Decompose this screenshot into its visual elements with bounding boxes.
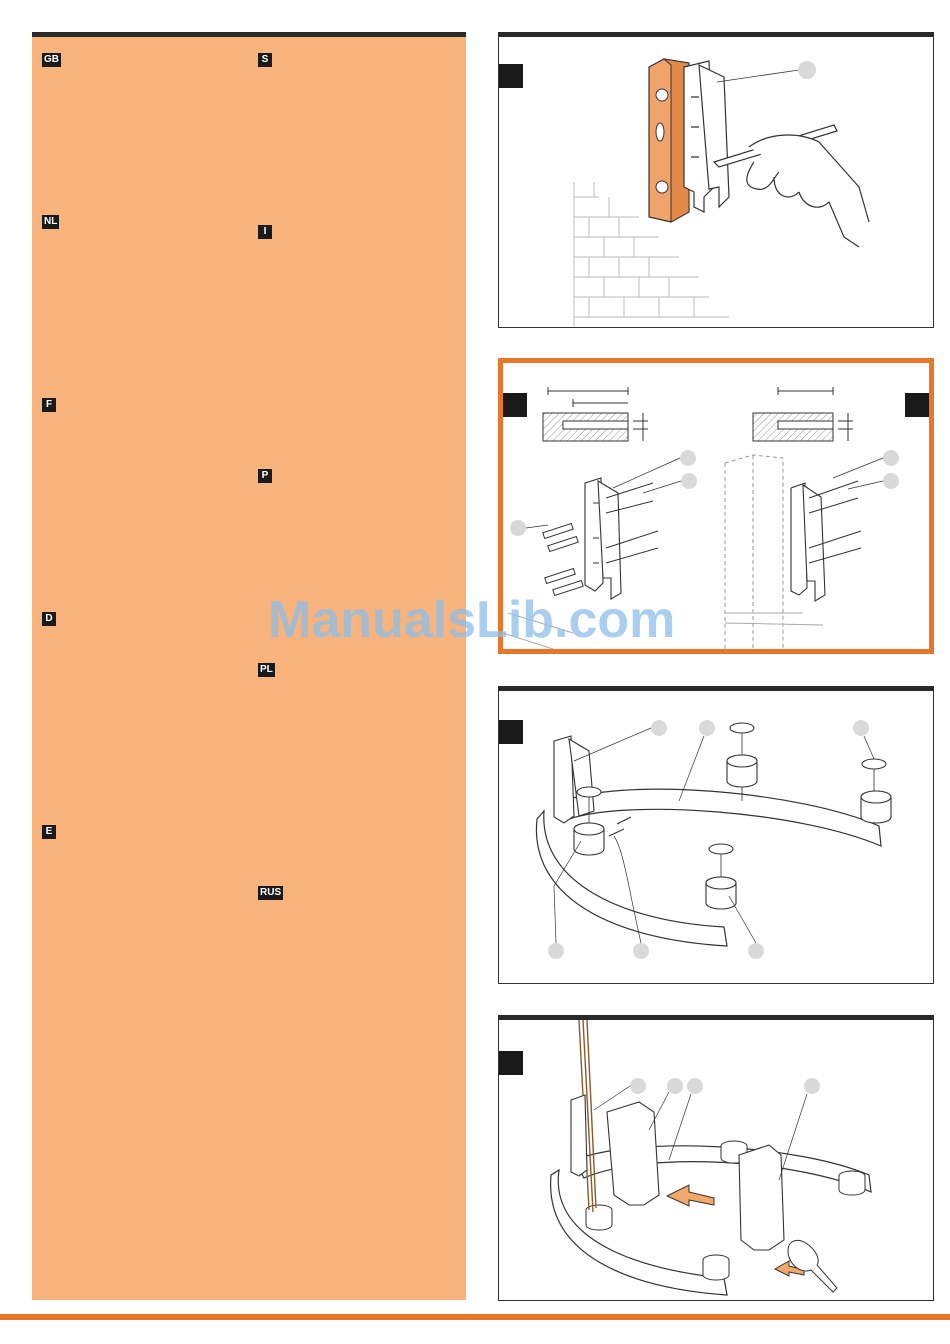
drywall-column — [725, 455, 783, 649]
cover-panels — [607, 1102, 784, 1250]
callout-circle — [798, 61, 816, 79]
callouts-fig4 — [630, 1078, 820, 1094]
hand-with-pencil — [714, 125, 869, 247]
lang-badge-nl: NL — [44, 216, 58, 227]
figure-3-feet — [498, 686, 934, 984]
feet-illustration — [499, 691, 933, 983]
bracket-fig3 — [554, 736, 594, 823]
callout-lines-fig2 — [526, 458, 883, 528]
lang-badge-p: P — [258, 469, 272, 483]
lang-badge-f: F — [42, 398, 56, 412]
marking-illustration — [499, 37, 933, 327]
screws-fig3 — [609, 817, 631, 836]
bottom-accent-bar — [0, 1314, 950, 1320]
covers-illustration — [499, 1020, 933, 1300]
language-panel — [32, 32, 466, 1300]
tool-icon — [788, 1240, 837, 1292]
lang-badge-pl: PL — [260, 664, 273, 675]
wall-bracket — [684, 61, 729, 212]
figure-4-covers — [498, 1015, 934, 1301]
lang-badge-i: I — [258, 225, 272, 239]
lang-badge-d: D — [42, 612, 56, 626]
lang-badge-rus: RUS — [260, 887, 282, 898]
bracket-left — [585, 478, 621, 599]
spirit-level — [649, 59, 689, 222]
hole-section-brick — [543, 387, 648, 441]
lang-badge-gb: GB — [44, 54, 59, 65]
hole-section-drywall — [753, 387, 853, 441]
watermark: ManualsLib.com — [268, 591, 676, 649]
lang-badge-s: S — [258, 53, 272, 67]
lang-badge-e: E — [42, 825, 56, 839]
bracket-right — [791, 483, 825, 601]
bracket-fig4 — [571, 1095, 587, 1176]
figure-1-marking — [498, 32, 934, 328]
callouts-fig2 — [510, 450, 899, 536]
